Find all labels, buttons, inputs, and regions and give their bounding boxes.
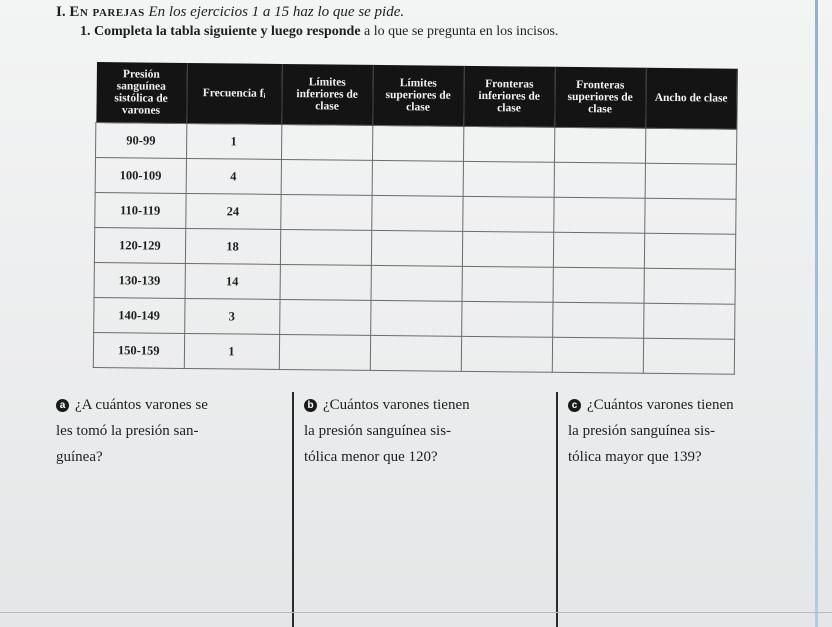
question-b-line-2: la presión sanguínea sis- — [304, 423, 452, 439]
cell-blank[interactable] — [371, 230, 462, 266]
exercise-statement — [80, 24, 558, 40]
section-heading — [56, 4, 404, 21]
cell-blank[interactable] — [643, 303, 734, 339]
table-row — [93, 332, 734, 374]
question-a — [56, 392, 282, 627]
cell-blank[interactable] — [554, 162, 645, 198]
frequency-table — [93, 62, 738, 375]
cell-frequency: 3 — [184, 298, 279, 334]
header-upper-boundaries: Fronteras superiores de clase — [554, 67, 646, 128]
cell-blank[interactable] — [644, 268, 735, 304]
cell-blank[interactable] — [554, 127, 645, 163]
header-frequency: Frecuencia fᵢ — [186, 63, 282, 124]
question-a-line-3: guínea? — [56, 449, 103, 465]
cell-blank[interactable] — [462, 231, 553, 267]
question-c-line-3: tólica mayor que 139? — [568, 449, 702, 465]
cell-range: 150-159 — [93, 332, 184, 368]
cell-frequency: 4 — [186, 158, 281, 194]
header-lower-limits: Límites inferiores de clase — [281, 64, 373, 125]
cell-range: 90-99 — [95, 123, 186, 159]
cell-blank[interactable] — [370, 300, 461, 336]
cell-blank[interactable] — [645, 163, 736, 199]
cell-blank[interactable] — [553, 232, 644, 268]
question-c-line-1: ¿Cuántos varones tienen — [587, 397, 734, 413]
page-bottom-line — [0, 612, 832, 613]
section-instruction: En los ejercicios 1 a 15 haz lo que se pide. — [148, 4, 405, 20]
question-b-line-1: ¿Cuántos varones tienen — [323, 397, 470, 413]
question-a-line-2: les tomó la presión san- — [56, 423, 199, 439]
cell-blank[interactable] — [281, 124, 372, 160]
question-a-line-1: ¿A cuántos varones se — [75, 397, 208, 413]
cell-blank[interactable] — [371, 195, 462, 231]
cell-blank[interactable] — [644, 198, 735, 234]
question-b-badge: b — [304, 399, 317, 412]
section-number: I. — [56, 4, 66, 20]
cell-blank[interactable] — [280, 229, 371, 265]
cell-blank[interactable] — [280, 264, 371, 300]
cell-blank[interactable] — [462, 196, 553, 232]
cell-frequency: 1 — [184, 333, 279, 369]
cell-blank[interactable] — [280, 194, 371, 230]
header-class-width: Ancho de clase — [645, 68, 737, 129]
header-upper-limits: Límites superiores de clase — [372, 65, 464, 126]
cell-range: 130-139 — [94, 262, 185, 298]
question-c — [556, 392, 830, 627]
cell-blank[interactable] — [281, 159, 372, 195]
cell-blank[interactable] — [463, 161, 554, 197]
section-mode: En parejas — [69, 4, 145, 20]
cell-blank[interactable] — [372, 160, 463, 196]
cell-frequency: 18 — [185, 228, 280, 264]
cell-blank[interactable] — [553, 267, 644, 303]
cell-blank[interactable] — [371, 265, 462, 301]
cell-blank[interactable] — [462, 266, 553, 302]
exercise-number: 1. — [80, 24, 91, 39]
cell-frequency: 14 — [185, 263, 280, 299]
question-a-badge: a — [56, 399, 69, 412]
cell-range: 120-129 — [94, 227, 185, 263]
cell-blank[interactable] — [643, 338, 734, 374]
cell-blank[interactable] — [553, 197, 644, 233]
question-b-line-3: tólica menor que 120? — [304, 449, 438, 465]
cell-blank[interactable] — [279, 299, 370, 335]
cell-blank[interactable] — [463, 126, 554, 162]
exercise-bold-text: Completa la tabla siguiente y luego responde — [94, 24, 361, 39]
cell-blank[interactable] — [552, 337, 643, 373]
cell-frequency: 1 — [186, 123, 281, 159]
cell-blank[interactable] — [370, 335, 461, 371]
cell-frequency: 24 — [185, 193, 280, 229]
cell-blank[interactable] — [645, 128, 736, 164]
question-c-badge: c — [568, 399, 581, 412]
cell-blank[interactable] — [279, 334, 370, 370]
cell-blank[interactable] — [461, 336, 552, 372]
cell-range: 110-119 — [95, 192, 186, 228]
question-b — [292, 392, 554, 627]
header-lower-boundaries: Fronteras inferiores de clase — [463, 66, 555, 127]
cell-blank[interactable] — [644, 233, 735, 269]
cell-blank[interactable] — [552, 302, 643, 338]
table-header-row — [96, 62, 737, 129]
exercise-normal-text: a lo que se pregunta en los incisos. — [364, 24, 559, 39]
header-pressure: Presión sanguínea sistólica de varones — [96, 62, 187, 123]
question-c-line-2: la presión sanguínea sis- — [568, 423, 716, 439]
cell-range: 140-149 — [94, 297, 185, 333]
cell-blank[interactable] — [372, 125, 463, 161]
cell-range: 100-109 — [95, 158, 186, 194]
cell-blank[interactable] — [461, 301, 552, 337]
